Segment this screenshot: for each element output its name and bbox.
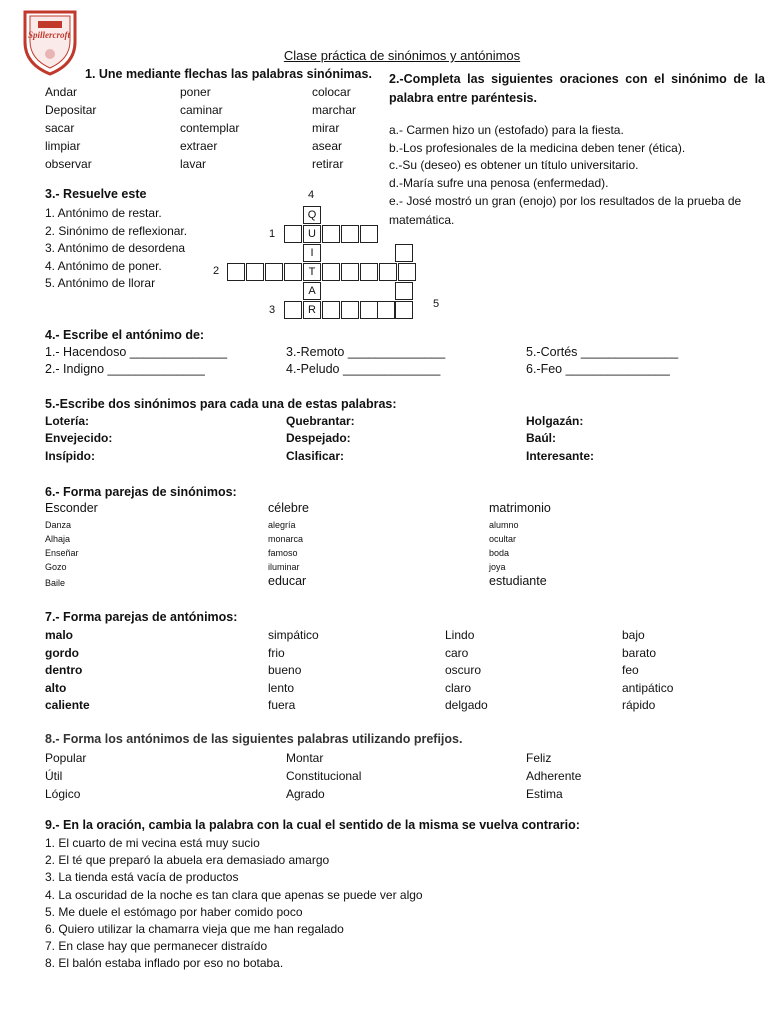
q4-item: 2.- Indigno ______________ bbox=[45, 362, 205, 376]
q7-word: fuera bbox=[268, 698, 296, 712]
q2-sentence: b.-Los profesionales de la medicina deben tener (ética). bbox=[389, 140, 686, 155]
crossword-cell[interactable]: A bbox=[303, 282, 321, 300]
q8-col1 bbox=[45, 749, 86, 803]
crossword-cell[interactable] bbox=[395, 301, 413, 319]
q7-col4 bbox=[622, 627, 673, 715]
q5-item: Despejado: bbox=[286, 431, 351, 445]
q9-sentence: 8. El balón estaba inflado por eso no botaba. bbox=[45, 956, 284, 971]
q1-word: asear bbox=[312, 139, 343, 153]
crossword-cell[interactable] bbox=[377, 301, 395, 319]
q2-sentence: c.-Su (deseo) es obtener un título universitario. bbox=[389, 158, 639, 172]
q6-word: alegría bbox=[268, 520, 296, 530]
q6-word: iluminar bbox=[268, 562, 300, 572]
crossword-cell[interactable] bbox=[322, 301, 340, 319]
q4-item: 6.-Feo _______________ bbox=[526, 362, 670, 376]
q6-col3 bbox=[489, 518, 547, 588]
q5-item: Holgazán: bbox=[526, 414, 584, 428]
q8-heading: 8.- Forma los antónimos de las siguientes palabras utilizando prefijos. bbox=[45, 732, 463, 746]
q3-clue: 2. Sinónimo de reflexionar. bbox=[45, 223, 188, 238]
crossword-number: 5 bbox=[433, 298, 440, 310]
q7-col2 bbox=[268, 627, 319, 715]
q6-word: monarca bbox=[268, 534, 304, 544]
q6-word: Alhaja bbox=[45, 534, 71, 544]
crossword-cell[interactable] bbox=[227, 263, 245, 281]
q3-heading: 3.- Resuelve este bbox=[45, 187, 147, 201]
q6-word: alumno bbox=[489, 520, 519, 530]
q1-word: poner bbox=[180, 85, 211, 99]
q8-col2 bbox=[286, 749, 361, 803]
q6-word: famoso bbox=[268, 548, 298, 558]
q7-word: barato bbox=[622, 645, 657, 660]
q6-word: boda bbox=[489, 548, 510, 558]
q7-word: malo bbox=[45, 628, 74, 642]
crossword-cell[interactable]: T bbox=[303, 263, 321, 281]
q9-sentence: 5. Me duele el estómago por haber comido poco bbox=[45, 904, 303, 919]
q1-word: colocar bbox=[312, 85, 351, 99]
q7-word: gordo bbox=[45, 645, 79, 660]
q1-word: Depositar bbox=[45, 103, 97, 117]
q3-clue: 3. Antónimo de desordena bbox=[45, 241, 186, 255]
q3-clues bbox=[45, 205, 187, 293]
q3-clue: 5. Antónimo de llorar bbox=[45, 276, 156, 290]
q1-col1 bbox=[45, 83, 96, 173]
q1-word: Andar bbox=[45, 85, 78, 99]
q7-word: feo bbox=[622, 663, 639, 677]
q5-item: Clasificar: bbox=[286, 449, 345, 463]
q1-word: observar bbox=[45, 157, 92, 171]
q9-sentence: 3. La tienda está vacía de productos bbox=[45, 870, 239, 885]
q7-word: caliente bbox=[45, 698, 90, 712]
q1-word: sacar bbox=[45, 121, 75, 135]
q1-col3 bbox=[312, 83, 356, 173]
q2-sentence: e.- José mostró un gran (enojo) por los resultados de la prueba de matemática. bbox=[389, 194, 742, 227]
q7-word: alto bbox=[45, 680, 67, 695]
q6-col1 bbox=[45, 518, 79, 590]
q5-item: Lotería: bbox=[45, 414, 90, 428]
q1-heading: 1. Une mediante flechas las palabras sinónimas. bbox=[85, 67, 372, 81]
crossword-cell[interactable]: I bbox=[303, 244, 321, 262]
crossword-cell[interactable] bbox=[284, 225, 302, 243]
crossword-cell[interactable]: U bbox=[303, 225, 321, 243]
q6-word: Enseñar bbox=[45, 548, 79, 558]
q6-heading: 6.- Forma parejas de sinónimos: bbox=[45, 485, 237, 499]
crossword-number: 4 bbox=[308, 189, 315, 201]
q8-word: Agrado bbox=[286, 787, 325, 801]
q7-word: caro bbox=[445, 645, 469, 660]
q9-sentence: 4. La oscuridad de la noche es tan clara que apenas se puede ver algo bbox=[45, 887, 423, 902]
q5-item: Insípido: bbox=[45, 449, 95, 463]
q7-word: frio bbox=[268, 645, 285, 660]
crossword-cell[interactable] bbox=[341, 225, 359, 243]
crossword-cell[interactable] bbox=[284, 301, 302, 319]
crossword-cell[interactable] bbox=[265, 263, 283, 281]
q8-word: Constitucional bbox=[286, 769, 362, 783]
q9-heading: 9.- En la oración, cambia la palabra con la cual el sentido de la misma se vuelva contrario: bbox=[45, 818, 580, 832]
crossword-number: 1 bbox=[269, 228, 276, 240]
q8-col3 bbox=[526, 749, 581, 803]
crossword-cell[interactable] bbox=[395, 282, 413, 300]
q4-item: 4.-Peludo ______________ bbox=[286, 362, 441, 376]
q1-word: retirar bbox=[312, 157, 344, 171]
q6-word: matrimonio bbox=[489, 501, 551, 515]
crossword-number: 2 bbox=[213, 265, 220, 277]
crossword-cell[interactable] bbox=[360, 263, 378, 281]
q7-col3 bbox=[445, 627, 488, 715]
q4-item: 5.-Cortés ______________ bbox=[526, 345, 679, 359]
q8-word: Útil bbox=[45, 769, 63, 783]
q5-heading: 5.-Escribe dos sinónimos para cada una de estas palabras: bbox=[45, 397, 397, 411]
q6-word: joya bbox=[489, 562, 506, 572]
q7-word: dentro bbox=[45, 663, 83, 677]
page-title: Clase práctica de sinónimos y antónimos bbox=[283, 48, 521, 63]
crossword-cell[interactable] bbox=[395, 244, 413, 262]
q1-word: mirar bbox=[312, 121, 340, 135]
logo-text: Spillercroft bbox=[28, 30, 70, 40]
q5-item: Envejecido: bbox=[45, 431, 113, 445]
q9-list bbox=[45, 835, 423, 973]
crossword-cell[interactable] bbox=[379, 263, 397, 281]
crossword-number: 3 bbox=[269, 304, 276, 316]
q1-word: lavar bbox=[180, 157, 207, 171]
q6-word: Gozo bbox=[45, 562, 67, 572]
q1-word: limpiar bbox=[45, 139, 81, 153]
q2-items bbox=[389, 122, 685, 192]
q1-col2 bbox=[180, 83, 239, 173]
crossword-cell[interactable] bbox=[322, 263, 340, 281]
q3-clue: 1. Antónimo de restar. bbox=[45, 206, 162, 220]
crossword-cell[interactable] bbox=[322, 225, 340, 243]
q8-word: Montar bbox=[286, 751, 324, 765]
q6-word: Baile bbox=[45, 578, 66, 588]
q5-item: Baúl: bbox=[526, 431, 556, 445]
q5-item: Quebrantar: bbox=[286, 414, 355, 428]
q2-sentence: a.- Carmen hizo un (estofado) para la fiesta. bbox=[389, 123, 624, 137]
q6-word: célebre bbox=[268, 501, 309, 515]
q7-word: oscuro bbox=[445, 663, 482, 677]
q7-word: simpático bbox=[268, 628, 319, 642]
q8-word: Estima bbox=[526, 787, 563, 801]
q6-word: estudiante bbox=[489, 574, 547, 588]
q6-word: Esconder bbox=[45, 501, 98, 515]
q9-sentence: 6. Quiero utilizar la chamarra vieja que me han regalado bbox=[45, 922, 344, 937]
q7-word: lento bbox=[268, 680, 295, 695]
school-crest-logo bbox=[20, 6, 80, 76]
q7-word: bajo bbox=[622, 628, 645, 642]
crossword-cell[interactable] bbox=[360, 225, 378, 243]
crossword-cell[interactable] bbox=[284, 263, 302, 281]
q7-word: antipático bbox=[622, 680, 674, 695]
crossword-cell[interactable]: R bbox=[303, 301, 321, 319]
q9-sentence: 2. El té que preparó la abuela era demasiado amargo bbox=[45, 853, 330, 868]
crossword-cell[interactable] bbox=[360, 301, 378, 319]
q2-heading: 2.-Completa las siguientes oraciones con el sinónimo de la palabra entre paréntesis. bbox=[389, 72, 765, 105]
q6-word: educar bbox=[268, 574, 307, 588]
crossword-cell[interactable] bbox=[246, 263, 264, 281]
q8-word: Popular bbox=[45, 751, 87, 765]
q6-col2 bbox=[268, 518, 306, 588]
q7-word: rápido bbox=[622, 698, 656, 712]
q4-heading: 4.- Escribe el antónimo de: bbox=[45, 328, 205, 342]
q7-col1 bbox=[45, 627, 90, 715]
q1-word: caminar bbox=[180, 103, 223, 117]
q8-word: Adherente bbox=[526, 769, 582, 783]
q3-clue: 4. Antónimo de poner. bbox=[45, 258, 162, 273]
crossword-cell[interactable] bbox=[341, 301, 359, 319]
q9-sentence: 7. En clase hay que permanecer distraído bbox=[45, 939, 268, 954]
crossword-cell[interactable] bbox=[341, 263, 359, 281]
q4-item: 3.-Remoto ______________ bbox=[286, 345, 446, 359]
q1-word: extraer bbox=[180, 139, 218, 153]
q4-item: 1.- Hacendoso ______________ bbox=[45, 345, 228, 359]
q6-word: ocultar bbox=[489, 534, 517, 544]
q1-word: contemplar bbox=[180, 121, 240, 135]
q2-sentence: d.-María sufre una penosa (enfermedad). bbox=[389, 175, 609, 190]
q6-word: Danza bbox=[45, 520, 72, 530]
q8-word: Lógico bbox=[45, 787, 81, 801]
q7-word: Lindo bbox=[445, 628, 475, 642]
crossword-cell[interactable] bbox=[398, 263, 416, 281]
q7-word: claro bbox=[445, 680, 472, 695]
q9-sentence: 1. El cuarto de mi vecina está muy sucio bbox=[45, 836, 260, 850]
q7-word: bueno bbox=[268, 663, 302, 677]
q7-heading: 7.- Forma parejas de antónimos: bbox=[45, 610, 238, 624]
q7-word: delgado bbox=[445, 698, 488, 712]
q1-word: marchar bbox=[312, 103, 357, 117]
q8-word: Feliz bbox=[526, 751, 552, 765]
q5-item: Interesante: bbox=[526, 449, 595, 463]
crossword-cell[interactable]: Q bbox=[303, 206, 321, 224]
